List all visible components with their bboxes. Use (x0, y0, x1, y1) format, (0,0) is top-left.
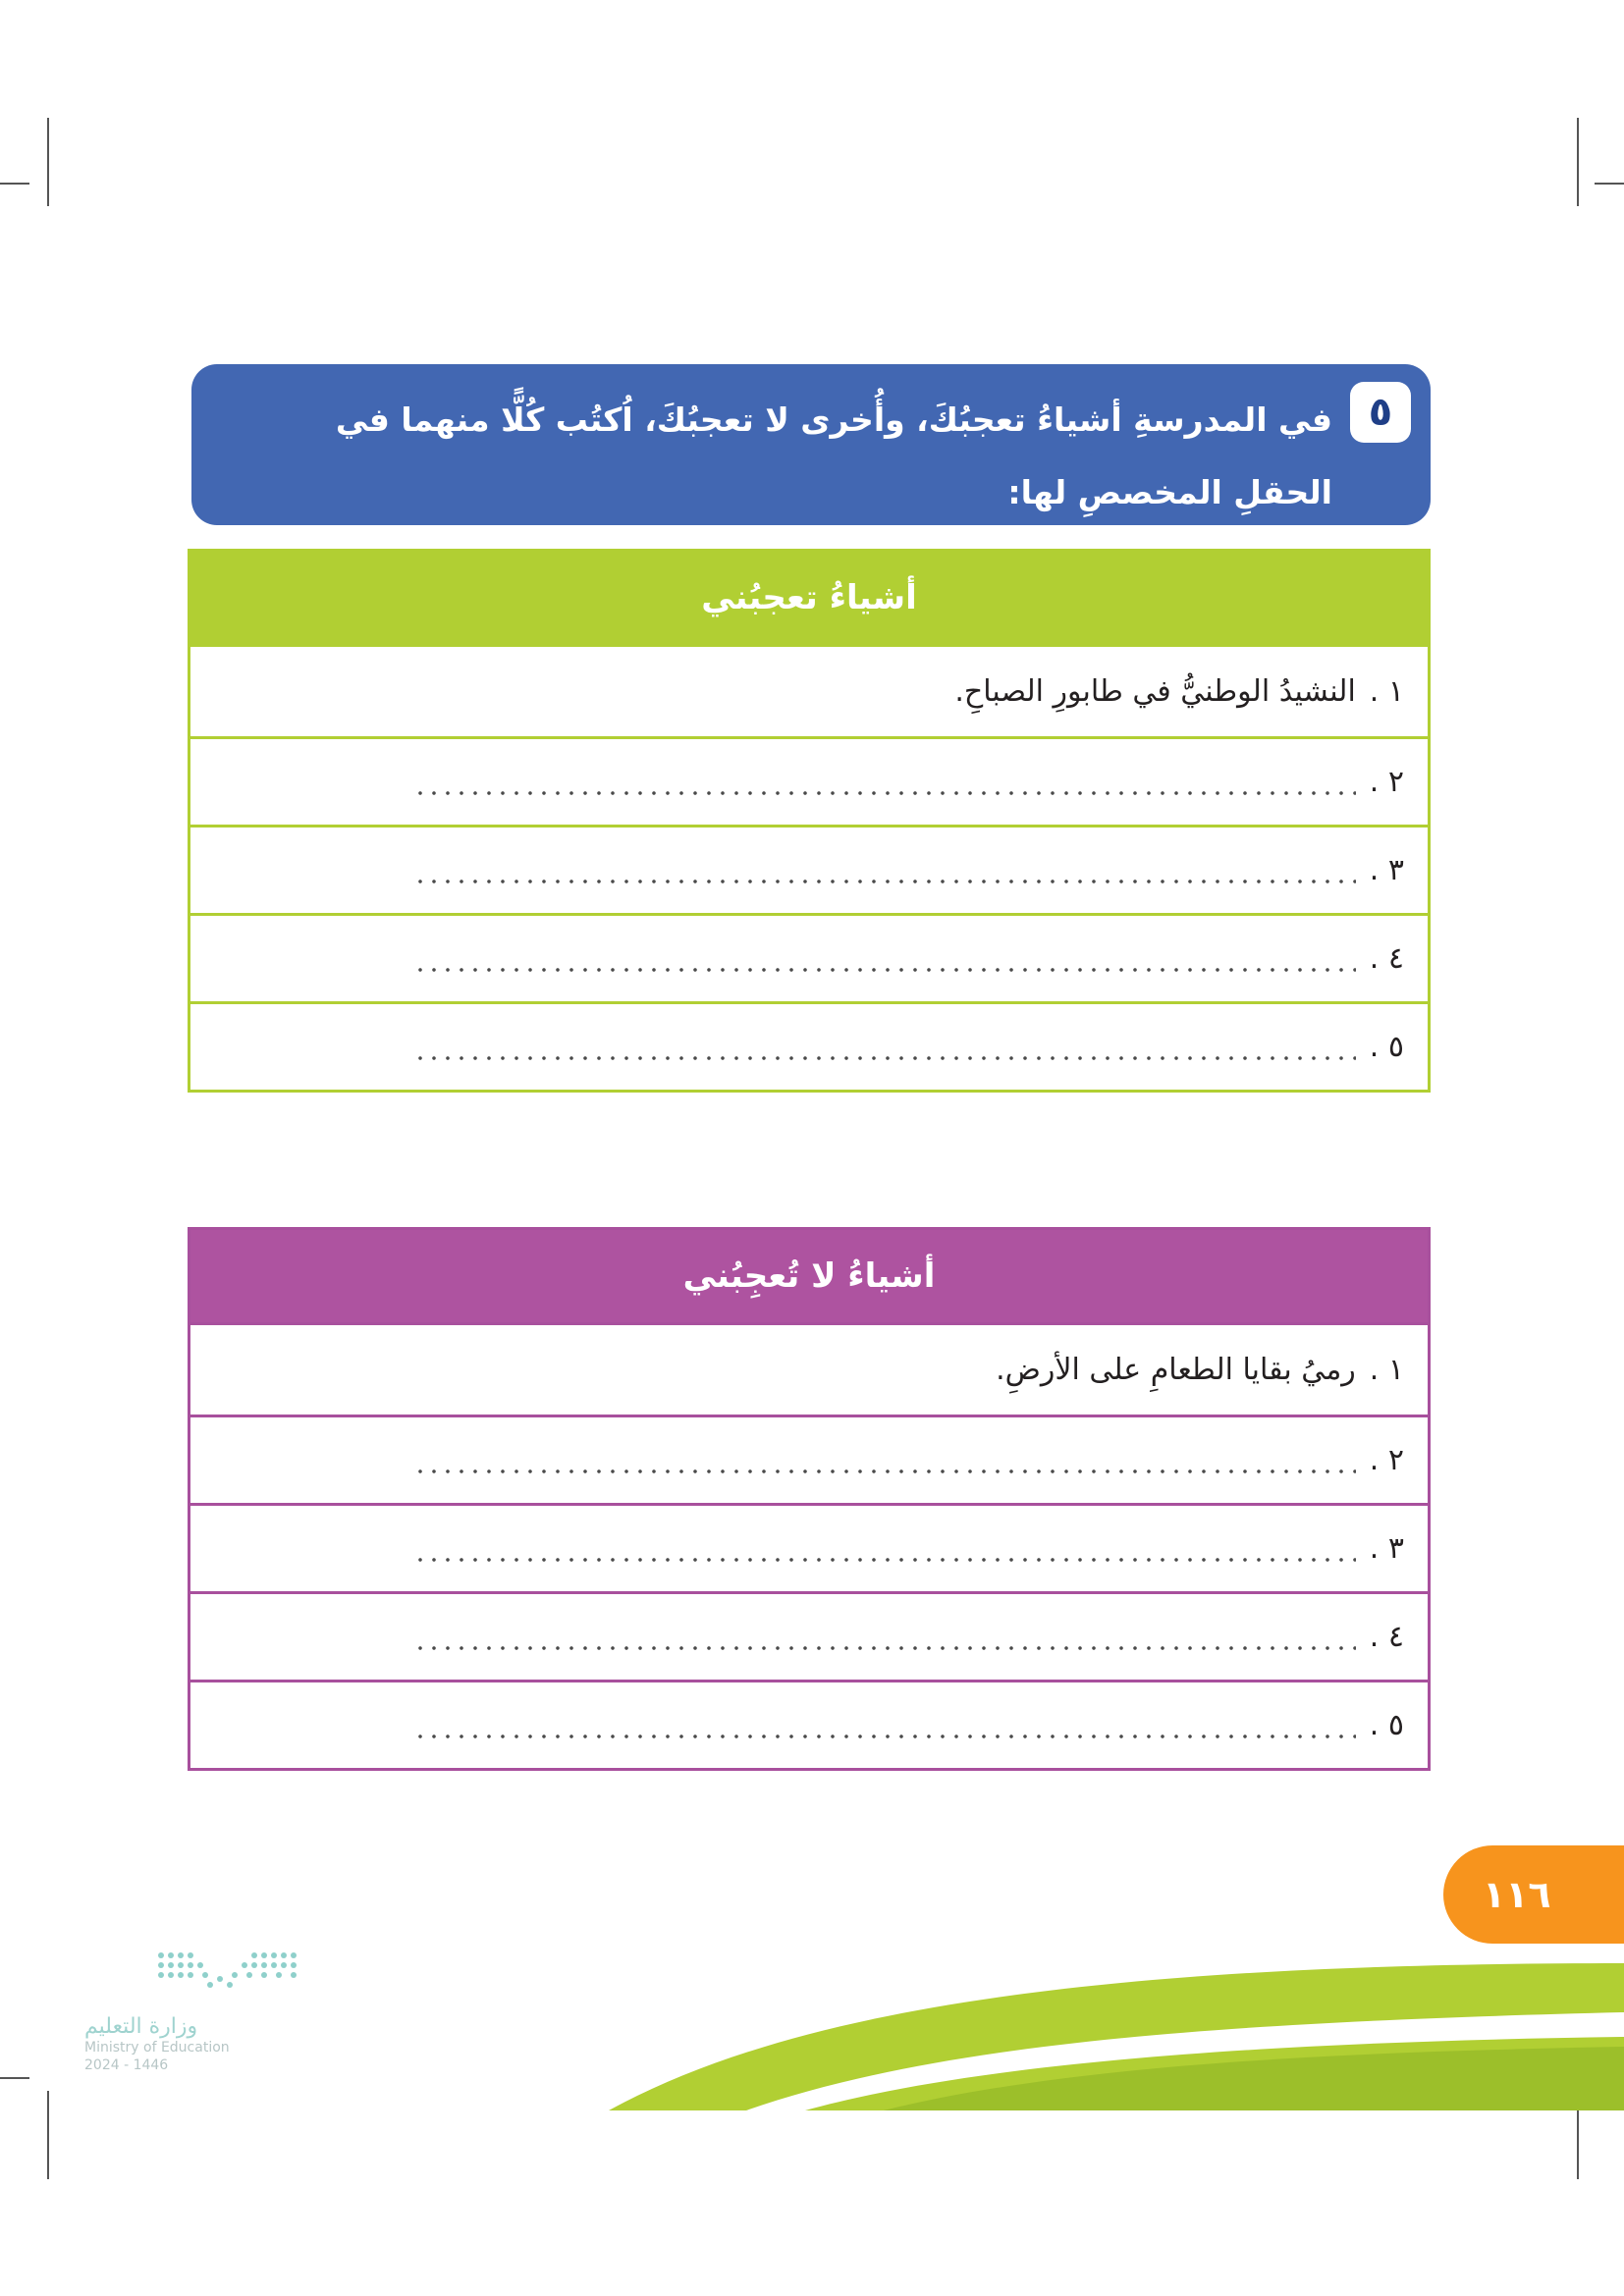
row-number: ٥ . (1369, 1708, 1404, 1742)
dislikes-row-4[interactable] (190, 1591, 1428, 1680)
answer-line[interactable] (413, 791, 1356, 795)
ministry-year: 2024 - 1446 (84, 2057, 169, 2073)
answer-line[interactable] (413, 968, 1356, 972)
answer-line[interactable] (413, 1646, 1356, 1650)
likes-row-4[interactable] (190, 913, 1428, 1001)
row-number: ٥ . (1369, 1030, 1404, 1064)
answer-line[interactable] (413, 880, 1356, 883)
dislikes-row-1 (190, 1322, 1428, 1415)
ministry-name-arabic: وزارة التعليم (84, 2014, 198, 2039)
question-number: ٥ (1350, 382, 1411, 443)
crop-mark (1595, 183, 1624, 185)
row-number: ٤ . (1369, 941, 1404, 976)
row-number: ١ . (1369, 1353, 1404, 1387)
row-number: ١ . (1369, 674, 1404, 709)
likes-row-5[interactable] (190, 1001, 1428, 1090)
row-number: ٢ . (1369, 1443, 1404, 1477)
likes-table (188, 549, 1431, 1093)
question-text: في المدرسةِ أشياءُ تعجبُكَ، وأُخرى لا تعجبُكَ، اُكتُب كُلًّا منهما في الحقلِ المخصصِ لها: (335, 400, 1332, 511)
likes-row-2[interactable] (190, 736, 1428, 825)
answer-line[interactable] (413, 1469, 1356, 1473)
row-number: ٣ . (1369, 853, 1404, 887)
dislikes-table (188, 1227, 1431, 1771)
likes-row-1 (190, 644, 1428, 736)
row-text: النشيدُ الوطنيُّ في طابورِ الصباحِ. (954, 674, 1356, 709)
answer-line[interactable] (413, 1056, 1356, 1060)
dislikes-row-3[interactable] (190, 1503, 1428, 1591)
row-number: ٣ . (1369, 1531, 1404, 1566)
answer-line[interactable] (413, 1735, 1356, 1738)
row-text: رميُ بقايا الطعامِ على الأرضِ. (996, 1353, 1356, 1387)
page-number: ١١٦ (1443, 1845, 1624, 1944)
dislikes-row-2[interactable] (190, 1415, 1428, 1503)
crop-mark (47, 118, 49, 206)
crop-mark (1577, 118, 1579, 206)
question-banner (191, 364, 1431, 525)
dislikes-row-5[interactable] (190, 1680, 1428, 1768)
crop-mark (0, 183, 29, 185)
ministry-name-english: Ministry of Education (84, 2040, 230, 2056)
likes-row-3[interactable] (190, 825, 1428, 913)
row-number: ٤ . (1369, 1620, 1404, 1654)
answer-line[interactable] (413, 1558, 1356, 1562)
dislikes-title: أشياءُ لا تُعجِبُني (190, 1230, 1428, 1322)
row-number: ٢ . (1369, 765, 1404, 799)
likes-title: أشياءُ تعجبُني (190, 552, 1428, 644)
